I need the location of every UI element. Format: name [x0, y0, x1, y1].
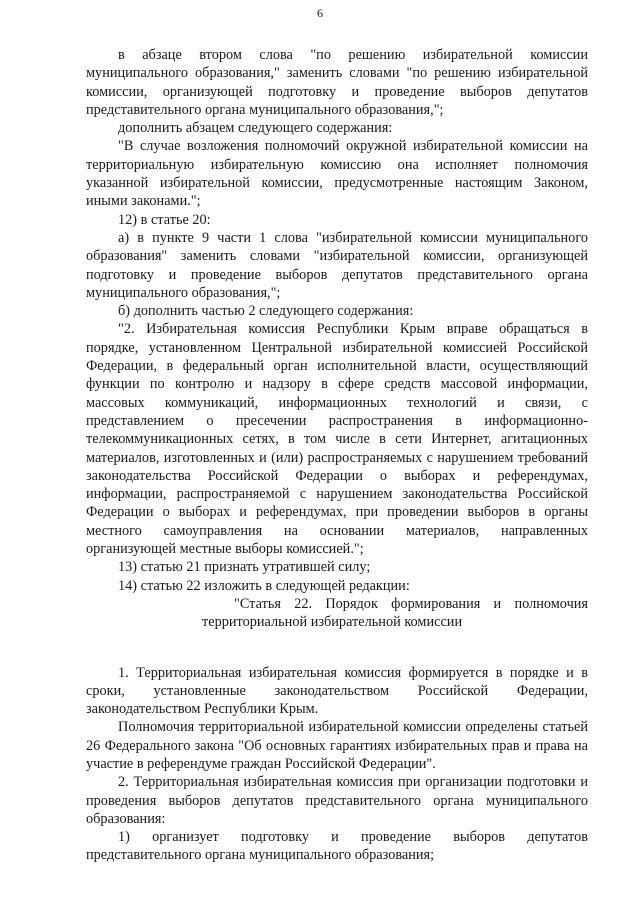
paragraph-item-13: 13) статью 21 признать утратившей силу; — [118, 559, 371, 576]
paragraph-item-12a: а) в пункте 9 части 1 слова "избирательной комиссии муниципального образования" заменить словами "избирательной комиссии, организующей подготовку и проведение выборов депутатов представительного органа муниципального образования,"; — [86, 229, 588, 301]
paragraph-part-2-text: "2. Избирательная комиссия Республики Крым вправе обращаться в порядке, установленном Центральной избирательной комиссией Российской Федерации, в федеральный орган исполнительной власти, осуществляющий функции по контролю и надзору в сфере средств массовой информации, массовых коммуникаций, информационных технологий и связи, с представлением о пресечении распространения в информационно-телекоммуникационных сетях, в том числе в сети Интернет, агитационных материалов, изготовленных и (или) распространяемых с нарушением требований законодательства Российской Федерации о выборах и референдумах, информации, распространяемой с нарушением законодательства Российской Федерации о выборах и референдумах, при проведении выборов в органы местного самоуправления на основании материалов, направленных организующей местные выборы комиссией."; — [86, 321, 588, 558]
article-paragraph-organization: 2. Территориальная избирательная комиссия при организации подготовки и проведения выборов депутатов представительного органа муниципального образования: — [86, 774, 588, 827]
paragraph-item-14: 14) статью 22 изложить в следующей редакции: — [118, 577, 410, 594]
article-paragraph-formation: 1. Территориальная избирательная комиссия формируется в порядке и в сроки, установленные законодательством Российской Федерации, законодательством Республики Крым. — [86, 664, 588, 718]
page-number: 6 — [317, 6, 323, 20]
article-22-heading: "Статья 22. Порядок формирования и полномочия территориальной избирательной комиссии — [202, 595, 588, 631]
paragraph-item-12b: б) дополнить частью 2 следующего содержания: — [118, 303, 414, 320]
document-body — [86, 46, 588, 865]
paragraph-replace-words: в абзаце втором слова "по решению избирательной комиссии муниципального образования," заменить словами "по решению избирательной комиссии, организующей подготовку и проведение выборов депутатов представительного органа муниципального образования,"; — [86, 47, 588, 118]
article-paragraph-item-1: 1) организует подготовку и проведение выборов депутатов представительного органа муниципального образования; — [86, 829, 588, 864]
article-paragraph-powers: Полномочия территориальной избирательной комиссии определены статьей 26 Федерального закона "Об основных гарантиях избирательных прав и права на участие в референдуме граждан Российской Федерации". — [86, 719, 588, 772]
paragraph-item-12: 12) в статье 20: — [118, 211, 211, 228]
paragraph-district-commission: "В случае возложения полномочий окружной избирательной комиссии на территориальную избирательную комиссию она исполняет полномочия указанной избирательной комиссии, предусмотренные настоящим Законом, иными законами."; — [86, 138, 588, 210]
section-spacer — [86, 632, 588, 664]
paragraph-add-clause: дополнить абзацем следующего содержания: — [118, 120, 393, 137]
